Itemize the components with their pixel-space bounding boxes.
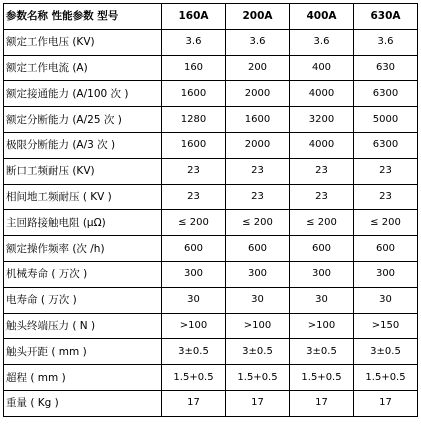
value-cell: 17 <box>226 390 290 416</box>
row-label: 电寿命 ( 万次 ) <box>4 287 162 313</box>
row-label: 额定接通能力 (A/100 次 ) <box>4 81 162 107</box>
value-cell: 3.6 <box>226 29 290 55</box>
value-cell: 17 <box>162 390 226 416</box>
value-cell: 23 <box>162 158 226 184</box>
row-label: 断口工频耐压 (KV) <box>4 158 162 184</box>
value-cell: 1600 <box>162 81 226 107</box>
table-row <box>4 236 418 262</box>
value-cell: 23 <box>354 184 418 210</box>
value-cell: 23 <box>290 184 354 210</box>
value-cell: 23 <box>290 158 354 184</box>
value-cell: 23 <box>226 184 290 210</box>
row-label: 触头开距 ( mm ) <box>4 339 162 365</box>
param-header-cell: 参数名称 性能参数 型号 <box>4 4 162 30</box>
row-label: 额定操作频率 (次 /h) <box>4 236 162 262</box>
value-cell: >100 <box>162 313 226 339</box>
table-row <box>4 29 418 55</box>
value-cell: 600 <box>226 236 290 262</box>
value-cell: 6300 <box>354 81 418 107</box>
value-cell: 5000 <box>354 107 418 133</box>
spec-table <box>3 3 418 417</box>
table-row <box>4 261 418 287</box>
row-label: 额定工作电流 (A) <box>4 55 162 81</box>
row-label: 超程 ( mm ) <box>4 365 162 391</box>
value-cell: 300 <box>162 261 226 287</box>
value-cell: 23 <box>162 184 226 210</box>
value-cell: 3.6 <box>162 29 226 55</box>
value-cell: 600 <box>290 236 354 262</box>
value-cell: 30 <box>226 287 290 313</box>
row-label: 触头终端压力 ( N ) <box>4 313 162 339</box>
value-cell: 3±0.5 <box>162 339 226 365</box>
value-cell: 300 <box>226 261 290 287</box>
table-row <box>4 184 418 210</box>
value-cell: 30 <box>290 287 354 313</box>
value-cell: 1.5+0.5 <box>290 365 354 391</box>
value-cell: >100 <box>226 313 290 339</box>
value-cell: 1.5+0.5 <box>162 365 226 391</box>
value-cell: 3200 <box>290 107 354 133</box>
value-cell: 600 <box>162 236 226 262</box>
value-cell: 2000 <box>226 132 290 158</box>
value-cell: 4000 <box>290 132 354 158</box>
value-cell: ≤ 200 <box>162 210 226 236</box>
value-cell: 300 <box>290 261 354 287</box>
value-cell: 200 <box>226 55 290 81</box>
table-row <box>4 339 418 365</box>
value-cell: ≤ 200 <box>290 210 354 236</box>
model-header-cell: 160A <box>162 4 226 30</box>
row-label: 主回路接触电阻 (μΩ) <box>4 210 162 236</box>
value-cell: 4000 <box>290 81 354 107</box>
table-row <box>4 107 418 133</box>
value-cell: 3.6 <box>290 29 354 55</box>
table-header <box>4 4 418 30</box>
table-row <box>4 390 418 416</box>
value-cell: 1.5+0.5 <box>226 365 290 391</box>
value-cell: 30 <box>162 287 226 313</box>
row-label: 额定分断能力 (A/25 次 ) <box>4 107 162 133</box>
value-cell: 1.5+0.5 <box>354 365 418 391</box>
table-body <box>4 29 418 416</box>
value-cell: 400 <box>290 55 354 81</box>
value-cell: 600 <box>354 236 418 262</box>
value-cell: 3±0.5 <box>226 339 290 365</box>
value-cell: 1600 <box>226 107 290 133</box>
value-cell: ≤ 200 <box>354 210 418 236</box>
value-cell: 160 <box>162 55 226 81</box>
value-cell: >100 <box>290 313 354 339</box>
value-cell: 3.6 <box>354 29 418 55</box>
model-header-cell: 400A <box>290 4 354 30</box>
value-cell: ≤ 200 <box>226 210 290 236</box>
table-row <box>4 132 418 158</box>
table-row <box>4 365 418 391</box>
row-label: 额定工作电压 (KV) <box>4 29 162 55</box>
row-label: 机械寿命 ( 万次 ) <box>4 261 162 287</box>
table-row <box>4 55 418 81</box>
header-row <box>4 4 418 30</box>
value-cell: 23 <box>354 158 418 184</box>
value-cell: >150 <box>354 313 418 339</box>
table-row <box>4 81 418 107</box>
row-label: 相间地工频耐压 ( KV ) <box>4 184 162 210</box>
value-cell: 2000 <box>226 81 290 107</box>
table-row <box>4 313 418 339</box>
model-header-cell: 200A <box>226 4 290 30</box>
table-row <box>4 158 418 184</box>
model-header-cell: 630A <box>354 4 418 30</box>
table-row <box>4 210 418 236</box>
value-cell: 3±0.5 <box>354 339 418 365</box>
value-cell: 30 <box>354 287 418 313</box>
value-cell: 300 <box>354 261 418 287</box>
value-cell: 17 <box>354 390 418 416</box>
value-cell: 3±0.5 <box>290 339 354 365</box>
value-cell: 630 <box>354 55 418 81</box>
value-cell: 6300 <box>354 132 418 158</box>
value-cell: 23 <box>226 158 290 184</box>
value-cell: 17 <box>290 390 354 416</box>
value-cell: 1280 <box>162 107 226 133</box>
table-row <box>4 287 418 313</box>
row-label: 极限分断能力 (A/3 次 ) <box>4 132 162 158</box>
row-label: 重量 ( Kg ) <box>4 390 162 416</box>
value-cell: 1600 <box>162 132 226 158</box>
